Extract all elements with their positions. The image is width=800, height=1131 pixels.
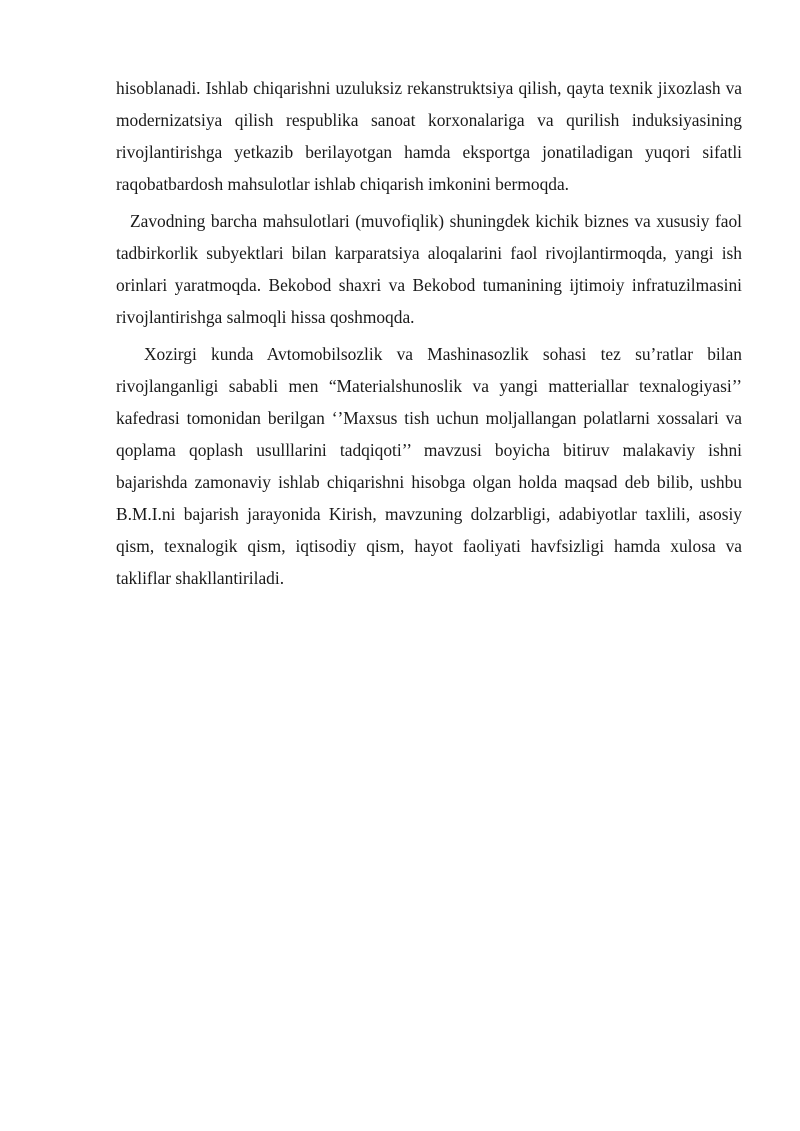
document-body: [116, 72, 742, 594]
paragraph-1: hisoblanadi. Ishlab chiqarishni uzuluksiz rekanstruktsiya qilish, qayta texnik jixozlash va modernizatsiya qilish respublika sanoat korxonalariga va qurilish induksiyasining rivojlantirishga yetkazib berilayotgan hamda eksportga jonatiladigan yuqori sifatli raqobatbardosh mahsulotlar ishlab chiqarish imkonini bermoqda.: [116, 78, 742, 194]
paragraph-3: Xozirgi kunda Avtomobilsozlik va Mashinasozlik sohasi tez su’ratlar bilan rivojlanganligi sababli men “Materialshunoslik va yangi matteriallar texnalogiyasi’’ kafedrasi tomonidan berilgan ‘’Maxsus tish uchun moljallangan polatlarni xossalari va qoplama qoplash usulllarini tadqiqoti’’ mavzusi boyicha bitiruv malakaviy ishni bajarishda zamonaviy ishlab chiqarishni hisobga olgan holda maqsad deb bilib, ushbu B.M.I.ni bajarish jarayonida Kirish, mavzuning dolzarbligi, adabiyotlar taxlili, asosiy qism, texnalogik qism, iqtisodiy qism, hayot faoliyati havfsizligi hamda xulosa va takliflar shakllantiriladi.: [116, 344, 742, 588]
paragraph-2: Zavodning barcha mahsulotlari (muvofiqlik) shuningdek kichik biznes va xususiy faol tadbirkorlik subyektlari bilan karparatsiya aloqalarini faol rivojlantirmoqda, yangi ish orinlari yaratmoqda. Bekobod shaxri va Bekobod tumanining ijtimoiy infratuzilmasini rivojlantirishga salmoqli hissa qoshmoqda.: [116, 211, 742, 327]
